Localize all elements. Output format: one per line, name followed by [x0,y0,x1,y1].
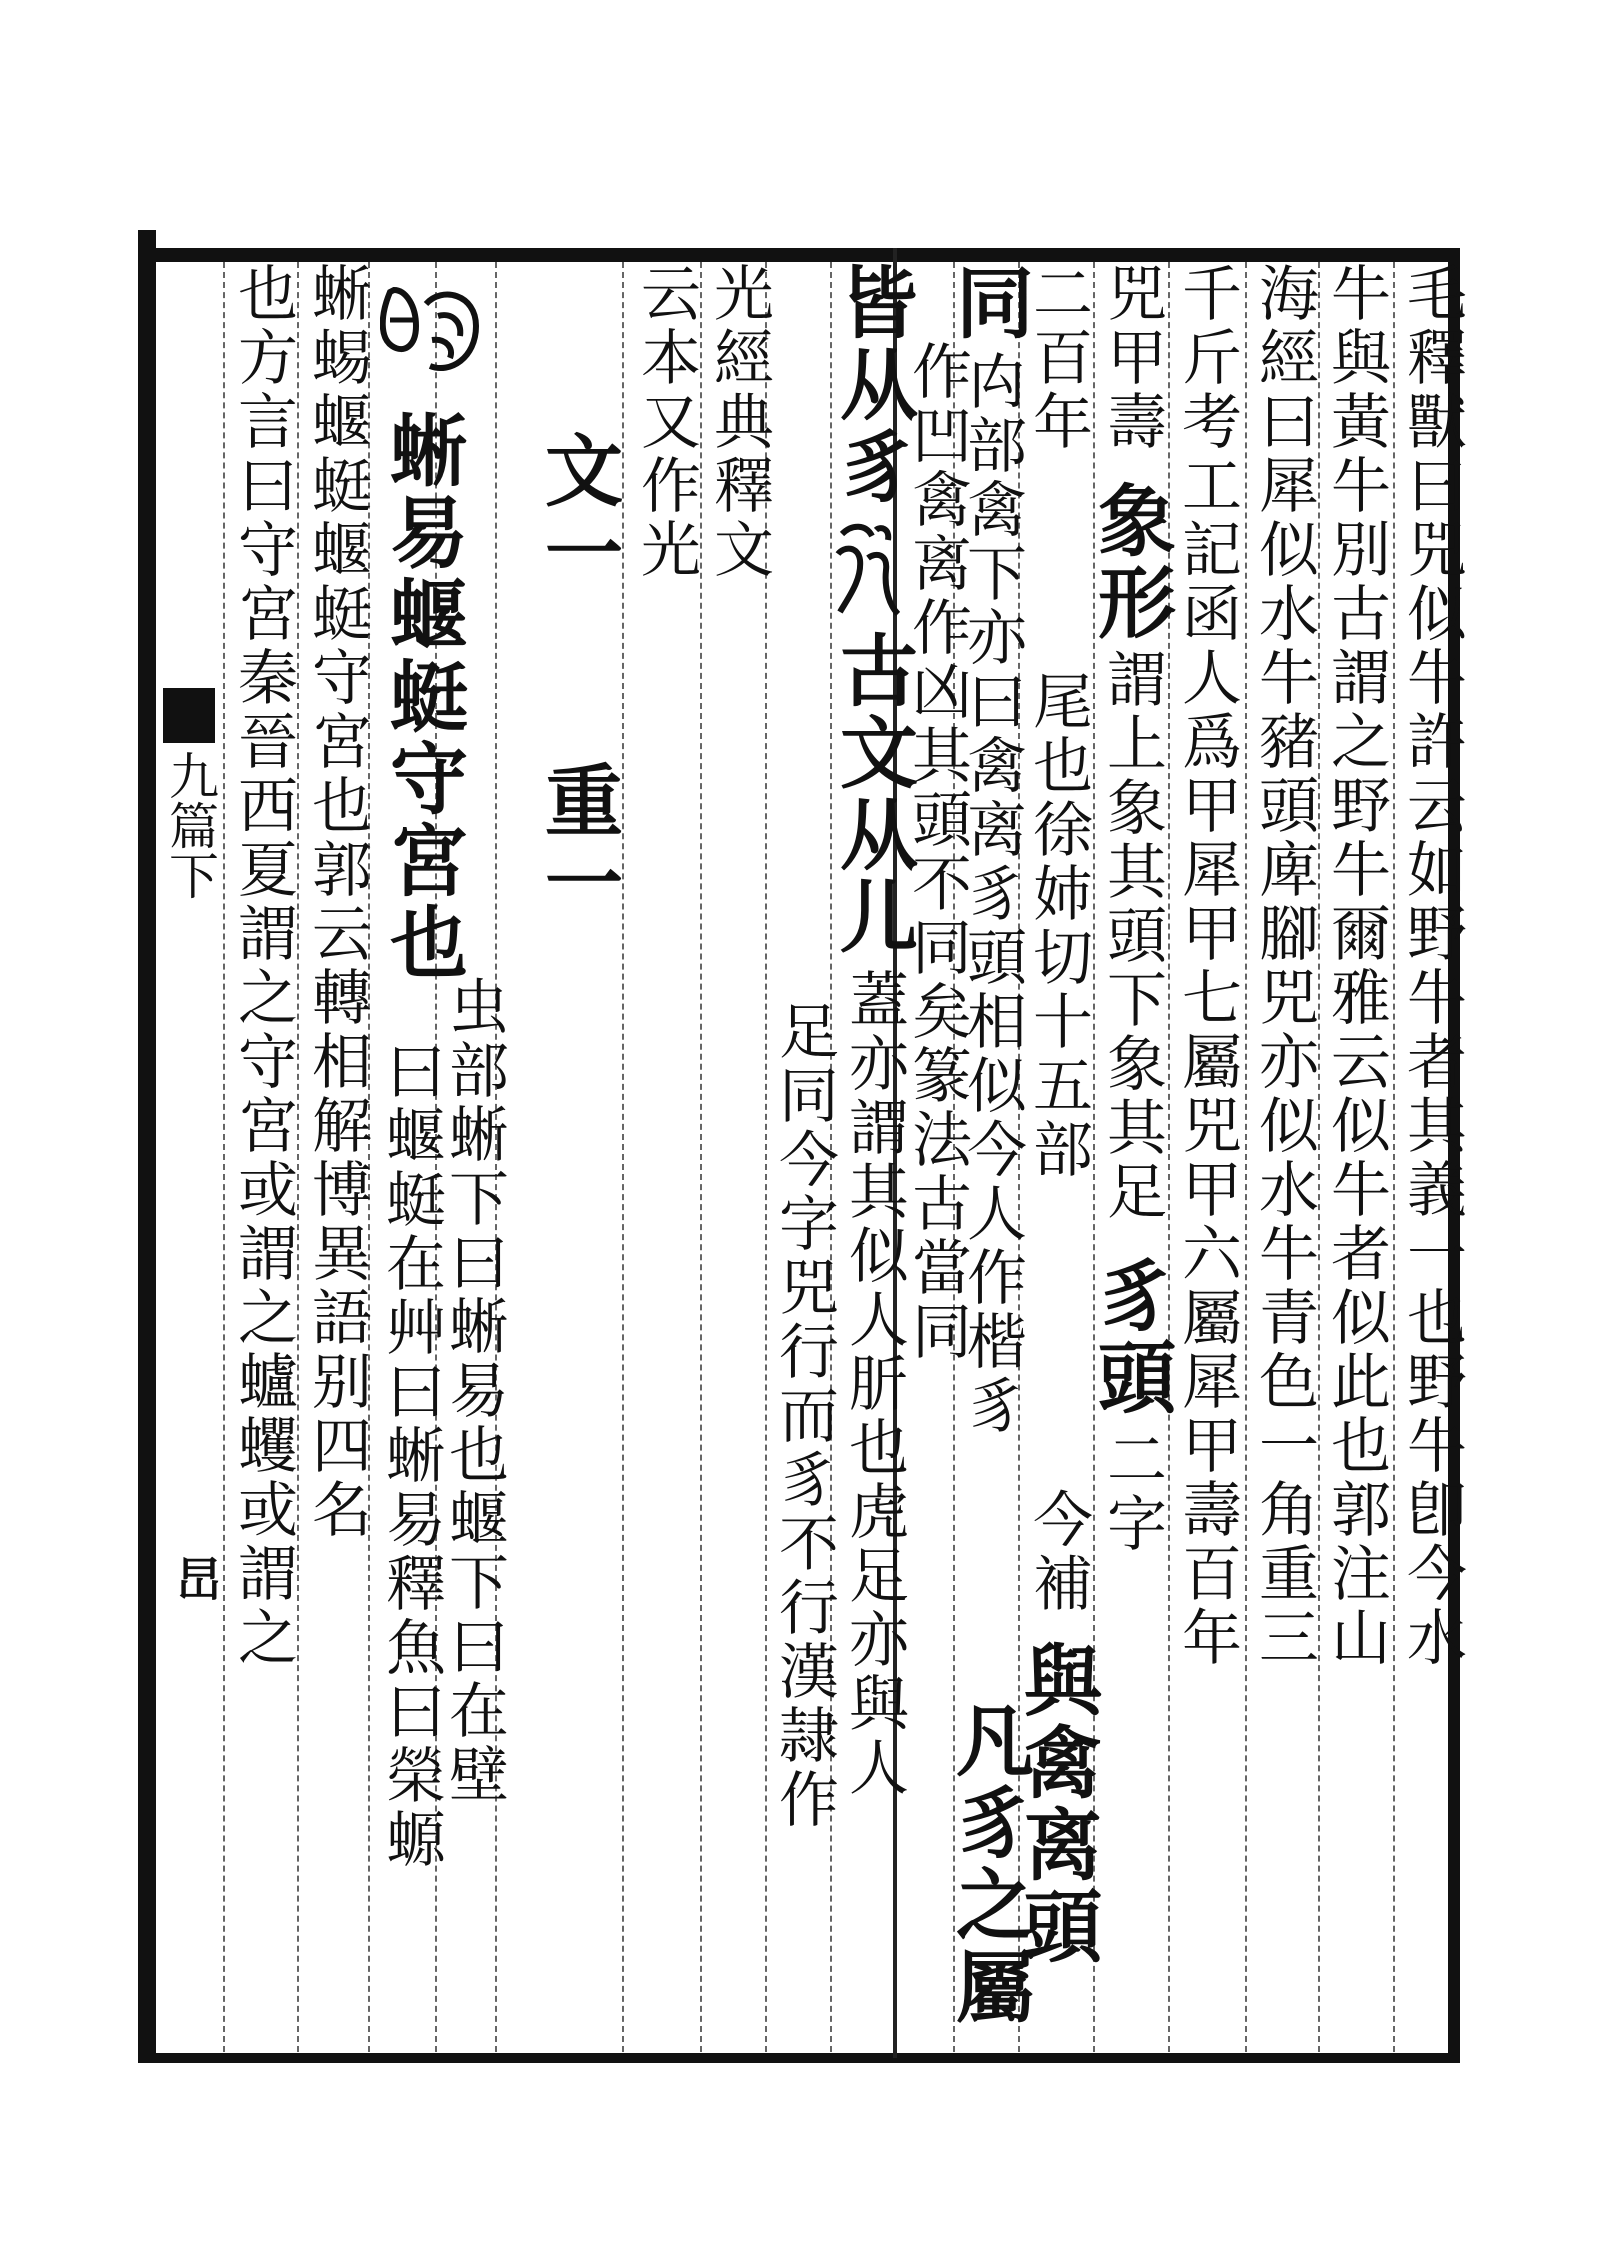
text-column: 光經典釋文 [704,262,774,582]
column-divider [1393,262,1395,2052]
text-column: 千斤考工記函人爲甲犀甲七屬兕甲六屬犀甲壽百年 [1172,262,1242,1670]
volume-label: 九篇下 [161,750,219,900]
text-column: 蓋亦謂其似人肵也虎足亦與人 [839,968,909,1800]
headword-text: 凡豸之屬 [943,1700,1034,2028]
margin-fishtail [163,688,215,743]
column-divider [1245,262,1247,2052]
text-column: 足同今字兕行而豸不行漢隷作 [769,1000,839,1832]
seal-script-glyph [828,520,900,620]
text-column: 也方言曰守宮秦晉西夏謂之守宮或謂之蠦蠼或謂之 [228,262,298,1670]
headword-text: 與禽离頭 [1011,1640,1102,1968]
headword-text: 象形 [1085,480,1176,644]
column-divider [223,262,225,2052]
text-column: 禸部禽下亦曰禽离豸頭相似今人作楷豸 [957,350,1027,1438]
headword-text: 豸頭 [1085,1255,1176,1419]
text-column: 謂上象其頭下象其足 [1097,648,1167,1224]
text-column: 蜥蜴蝘蜓蝘蜓守宮也郭云轉相解博異語别四名 [302,262,372,1542]
headword-text: 古文从儿 [827,630,918,958]
headword-text: 皆从豸 [827,262,918,508]
text-column: 今補 [1023,1488,1093,1616]
frame-top-rule [143,248,1460,262]
seal-script-glyph [380,276,490,382]
text-column: 海經曰犀似水牛豬頭庳腳兕亦似水牛青色一角重三 [1249,262,1319,1670]
text-column: 尾也徐姉切十五部 [1023,670,1093,1182]
text-column: 虫部蜥下曰蜥易也蝘下曰在壁 [439,975,509,1807]
count-text: 重一 [532,760,623,924]
text-column: 牛與黃牛別古謂之野牛爾雅云似牛者似此也郭注山 [1321,262,1391,1670]
frame-bottom-rule [143,2053,1460,2063]
count-text: 文一 [532,430,623,594]
text-column: 兕甲壽 [1097,262,1167,454]
frame-left-rule [138,230,156,2063]
headword-text: 同 [943,262,1034,344]
text-column: 二百年 [1023,262,1093,454]
headword-text: 蜥易蝘蜓守宮也 [377,410,468,984]
text-column: 作凹禽离作凶其頭不同矣篆法古當同 [902,340,972,1364]
text-column: 毛釋獸曰兕似牛許云如野牛者其義一也野牛卽今水 [1397,262,1467,1670]
text-column: 曰蝘蜓在艸曰蜥易釋魚曰榮螈 [376,1040,446,1872]
text-column: 云本又作光 [631,262,701,582]
page-number: 旵 [169,1555,223,1601]
text-column: 二字 [1097,1428,1167,1556]
